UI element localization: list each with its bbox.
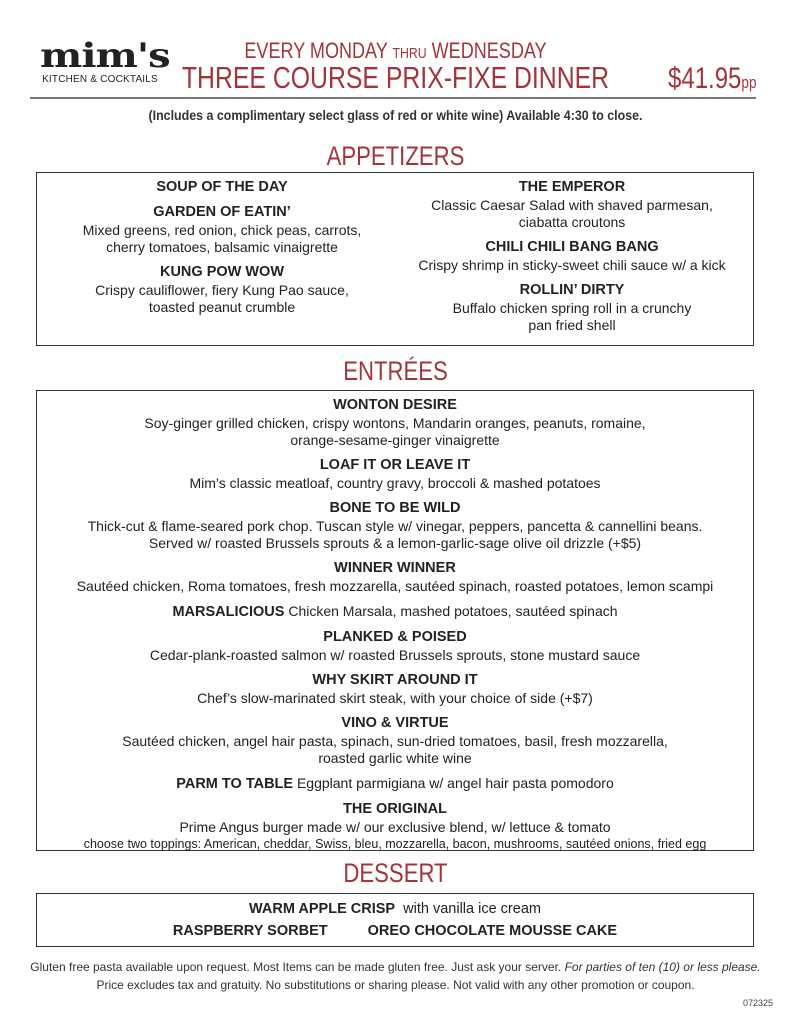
item-desc: Eggplant parmigiana w/ angel hair pasta pomodoro xyxy=(296,775,614,791)
dessert-desc: with vanilla ice cream xyxy=(403,901,541,917)
menu-item xyxy=(37,500,753,552)
entrees-heading: ENTRÉES xyxy=(343,356,448,386)
item-name: CHILI CHILI BANG BANG xyxy=(485,239,659,255)
footer-line-1 xyxy=(0,958,791,976)
item-desc-line: Thick-cut & flame-seared pork chop. Tuscan style w/ vinegar, peppers, pancetta & cannellini beans. xyxy=(87,518,703,534)
item-desc-line: toasted peanut crumble xyxy=(148,299,296,315)
item-name: BONE TO BE WILD xyxy=(329,500,461,516)
menu-item xyxy=(37,603,753,621)
menu-item xyxy=(37,397,753,449)
item-name: KUNG POW WOW xyxy=(159,264,285,280)
dessert-name: OREO CHOCOLATE MOUSSE CAKE xyxy=(367,923,618,939)
days-end: WEDNESDAY xyxy=(431,38,547,63)
item-name: PARM TO TABLE xyxy=(176,776,294,792)
item-name: SOUP OF THE DAY xyxy=(156,179,288,195)
footer-line-2: Price excludes tax and gratuity. No substitutions or sharing please. Not valid with any other promotion or coupon. xyxy=(96,978,695,992)
menu-item xyxy=(37,775,753,793)
item-name: VINO & VIRTUE xyxy=(341,715,449,731)
item-desc-line: choose two toppings: American, cheddar, Swiss, bleu, mozzarella, bacon, mushrooms, sautéed onions, fried egg xyxy=(83,837,707,851)
dessert-row xyxy=(37,920,753,942)
menu-item xyxy=(37,560,753,595)
item-desc-line: pan fried shell xyxy=(528,317,616,333)
menu-item xyxy=(37,715,753,767)
item-desc-line: Served w/ roasted Brussels sprouts & a lemon-garlic-sage olive oil drizzle (+$5) xyxy=(148,535,642,551)
item-name: MARSALICIOUS xyxy=(172,604,285,620)
dessert-box xyxy=(36,893,754,947)
menu-item xyxy=(37,672,753,707)
dessert-heading: DESSERT xyxy=(343,858,448,888)
item-desc-line: Soy-ginger grilled chicken, crispy wontons, Mandarin oranges, peanuts, romaine, xyxy=(144,415,646,431)
item-desc-line: Prime Angus burger made w/ our exclusive blend, w/ lettuce & tomato xyxy=(179,819,611,835)
appetizers-box xyxy=(36,172,754,346)
item-desc-line: Mim’s classic meatloaf, country gravy, broccoli & mashed potatoes xyxy=(189,475,601,491)
entrees-box xyxy=(36,390,754,851)
party-note: For parties of ten (10) or less please. xyxy=(564,960,761,974)
appetizers-right-column xyxy=(392,179,752,342)
dessert-name: RASPBERRY SORBET xyxy=(172,923,328,939)
menu-item xyxy=(37,264,407,316)
logo-subtitle: KITCHEN & COCKTAILS xyxy=(42,74,158,85)
item-desc-line: cherry tomatoes, balsamic vinaigrette xyxy=(106,239,338,255)
item-name: ROLLIN’ DIRTY xyxy=(519,282,625,298)
page-title: THREE COURSE PRIX-FIXE DINNER xyxy=(181,60,610,95)
item-name: WINNER WINNER xyxy=(334,560,456,576)
menu-item xyxy=(37,629,753,664)
days-thru: THRU xyxy=(392,45,427,62)
menu-item xyxy=(392,179,752,231)
item-name: WONTON DESIRE xyxy=(333,397,457,413)
item-name: WHY SKIRT AROUND IT xyxy=(312,672,478,688)
footer-notes xyxy=(0,958,791,994)
appetizers-heading: APPETIZERS xyxy=(326,141,465,171)
dessert-item xyxy=(37,898,753,920)
item-desc-line: Classic Caesar Salad with shaved parmesan, xyxy=(431,197,713,213)
menu-item xyxy=(37,179,407,196)
price xyxy=(668,62,757,96)
item-desc-line: Crispy shrimp in sticky-sweet chili sauce w/ a kick xyxy=(418,257,726,273)
menu-item xyxy=(392,239,752,274)
item-desc-line: Chef’s slow-marinated skirt steak, with your choice of side (+$7) xyxy=(197,690,593,706)
item-desc-line: roasted garlic white wine xyxy=(318,750,472,766)
item-desc-line: Buffalo chicken spring roll in a crunchy xyxy=(452,300,692,316)
item-desc: Chicken Marsala, mashed potatoes, sautéed spinach xyxy=(288,603,618,619)
menu-code: 072325 xyxy=(742,998,773,1008)
appetizers-left-column xyxy=(37,179,407,324)
item-name: PLANKED & POISED xyxy=(323,629,467,645)
menu-item xyxy=(37,457,753,492)
item-name: THE ORIGINAL xyxy=(343,801,447,817)
price-value: $41.95 xyxy=(668,62,742,95)
subtitle: (Includes a complimentary select glass of red or white wine) Available 4:30 to close. xyxy=(148,108,643,123)
item-desc-line: Cedar-plank-roasted salmon w/ roasted Brussels sprouts, stone mustard sauce xyxy=(149,647,641,663)
price-unit: pp xyxy=(741,73,757,92)
days-start: EVERY MONDAY xyxy=(244,38,388,63)
menu-item xyxy=(37,204,407,256)
item-desc-line: Sautéed chicken, angel hair pasta, spinach, sun-dried tomatoes, basil, fresh mozzarella, xyxy=(122,733,668,749)
menu-item xyxy=(392,282,752,334)
item-desc-line: Mixed greens, red onion, chick peas, carrots, xyxy=(82,222,362,238)
gluten-note: Gluten free pasta available upon request. Most Items can be made gluten free. Just ask your server. xyxy=(30,960,562,974)
item-name: LOAF IT OR LEAVE IT xyxy=(319,457,471,473)
item-desc-line: ciabatta croutons xyxy=(518,214,626,230)
item-desc-line: Crispy cauliflower, fiery Kung Pao sauce, xyxy=(95,282,349,298)
header-divider xyxy=(30,97,756,99)
logo-wordmark: mim's xyxy=(40,35,170,76)
item-desc-line: Sautéed chicken, Roma tomatoes, fresh mozzarella, sautéed spinach, roasted potatoes, lemon scampi xyxy=(76,578,714,594)
item-name: THE EMPEROR xyxy=(518,179,626,195)
item-desc-line: orange-sesame-ginger vinaigrette xyxy=(290,432,500,448)
dessert-name: WARM APPLE CRISP xyxy=(249,901,396,917)
item-name: GARDEN OF EATIN’ xyxy=(153,204,291,220)
menu-item xyxy=(37,801,753,853)
